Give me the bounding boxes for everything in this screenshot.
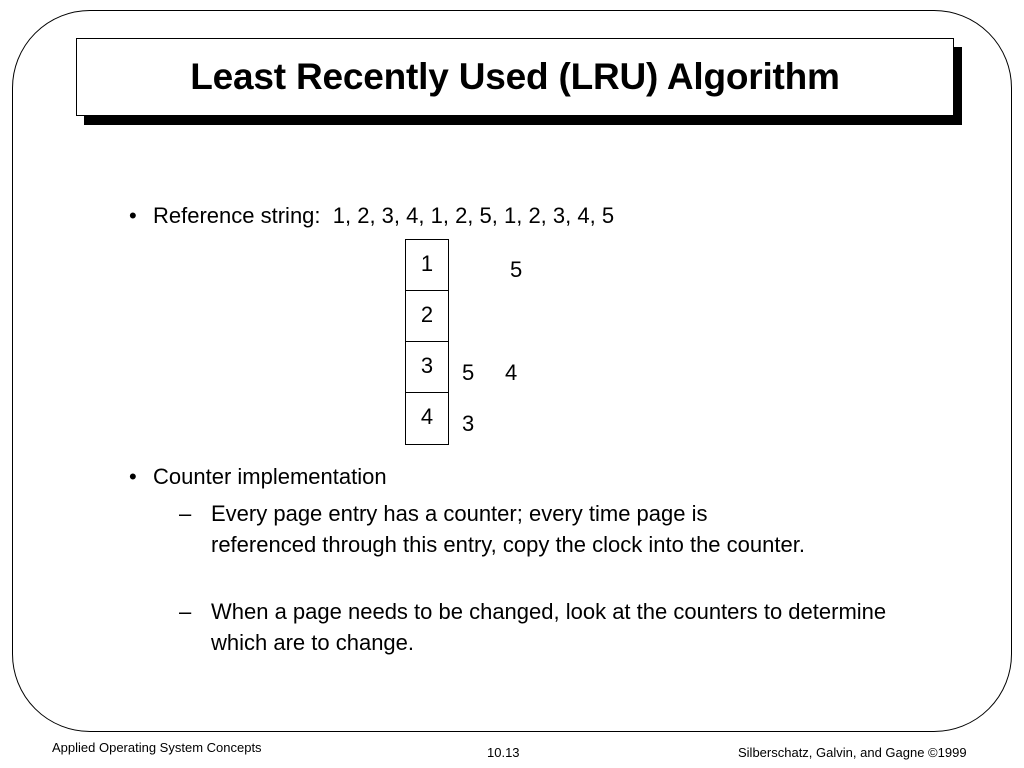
reference-string-value: 1, 2, 3, 4, 1, 2, 5, 1, 2, 3, 4, 5 [332, 203, 615, 228]
bullet-counter-implementation [129, 461, 387, 492]
footer-course: Applied Operating System Concepts [52, 740, 262, 755]
sub-dash: – [179, 599, 192, 624]
page-frames [405, 239, 449, 445]
sub-item-counter-entry [179, 498, 811, 560]
slide-title: Least Recently Used (LRU) Algorithm [190, 56, 840, 97]
sub-item-page-change [179, 596, 901, 658]
reference-string-label: Reference string: [153, 203, 321, 228]
frame-cell: 4 [420, 404, 434, 429]
sub-dash: – [179, 501, 192, 526]
footer-credit: Silberschatz, Galvin, and Gagne ©1999 [738, 745, 967, 760]
replacement-frame3-first: 5 [462, 360, 475, 385]
counter-implementation-label: Counter implementation [153, 464, 387, 489]
frame-cell: 1 [406, 240, 448, 291]
replacement-frame1: 5 [510, 257, 523, 282]
frame-cell: 2 [406, 291, 448, 342]
frame-cell: 3 [406, 342, 448, 393]
bullet-dot: • [129, 464, 137, 489]
footer-page-number: 10.13 [487, 745, 520, 760]
title-box [76, 38, 954, 116]
sub-item-text: When a page needs to be changed, look at the counters to determine which are to change. [211, 599, 887, 655]
bullet-reference-string [129, 200, 615, 231]
replacement-frame3-second: 4 [505, 360, 518, 385]
replacement-frame4: 3 [462, 411, 475, 436]
sub-item-text: Every page entry has a counter; every time page is referenced through this entry, copy the clock into the counter. [211, 501, 805, 557]
bullet-dot: • [129, 203, 137, 228]
